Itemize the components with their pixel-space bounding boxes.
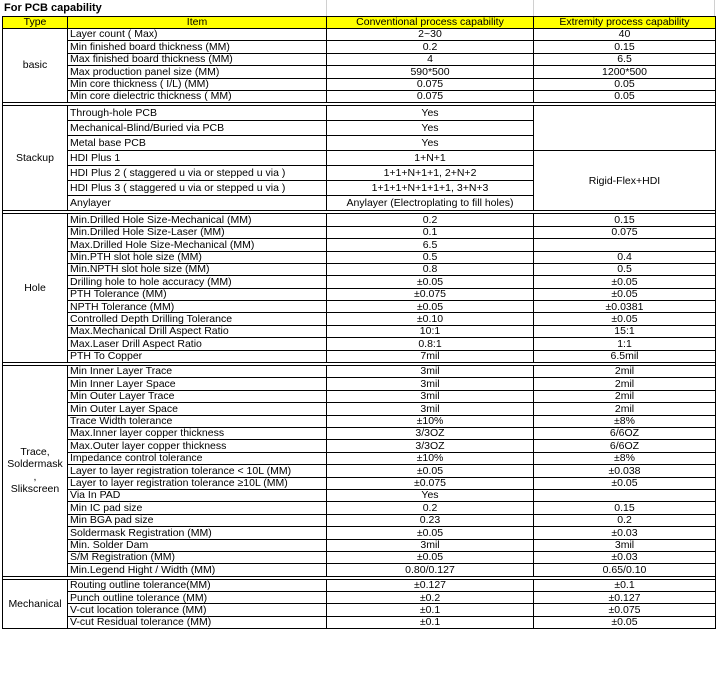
- conventional-cell[interactable]: ±0.1: [327, 616, 534, 628]
- conventional-cell[interactable]: 0.2: [327, 502, 534, 514]
- conventional-cell[interactable]: 1+1+1+N+1+1+1, 3+N+3: [327, 181, 534, 196]
- extremity-cell[interactable]: ±0.05: [534, 616, 716, 628]
- table-row: [3, 313, 716, 325]
- type-label-line: Trace,: [20, 445, 50, 458]
- extremity-cell[interactable]: 0.4: [534, 251, 716, 263]
- extremity-cell[interactable]: 1200*500: [534, 66, 716, 78]
- item-cell[interactable]: Layer count ( Max): [68, 29, 327, 41]
- table-row: [3, 403, 716, 415]
- header-conventional[interactable]: Conventional process capability: [327, 17, 534, 29]
- item-cell[interactable]: Metal base PCB: [68, 136, 327, 151]
- item-cell[interactable]: Min.Drilled Hole Size-Mechanical (MM): [68, 214, 327, 226]
- table-row: [3, 214, 716, 226]
- conventional-cell[interactable]: 0.1: [327, 226, 534, 238]
- type-label-line: Slikscreen: [10, 483, 60, 496]
- item-cell[interactable]: Max.Mechanical Drill Aspect Ratio: [68, 325, 327, 337]
- type-cell-mechanical[interactable]: Mechanical: [3, 579, 68, 629]
- conventional-cell[interactable]: 2~30: [327, 29, 534, 41]
- table-row: [3, 527, 716, 539]
- conventional-cell[interactable]: 0.8:1: [327, 338, 534, 350]
- conventional-cell[interactable]: ±0.05: [327, 301, 534, 313]
- conventional-cell[interactable]: Yes: [327, 106, 534, 121]
- item-cell[interactable]: Soldermask Registration (MM): [68, 527, 327, 539]
- table-row: [3, 477, 716, 489]
- conventional-cell[interactable]: ±0.075: [327, 288, 534, 300]
- table-row: [3, 78, 716, 90]
- item-cell[interactable]: NPTH Tolerance (MM): [68, 301, 327, 313]
- conventional-cell[interactable]: 0.2: [327, 214, 534, 226]
- conventional-cell[interactable]: 0.2: [327, 41, 534, 53]
- conventional-cell[interactable]: 4: [327, 53, 534, 65]
- item-cell[interactable]: Max production panel size (MM): [68, 66, 327, 78]
- item-cell[interactable]: S/M Registration (MM): [68, 551, 327, 563]
- header-row: [3, 17, 716, 29]
- item-cell[interactable]: HDI Plus 1: [68, 151, 327, 166]
- conventional-cell[interactable]: 3mil: [327, 403, 534, 415]
- extremity-cell[interactable]: 0.05: [534, 78, 716, 90]
- item-cell[interactable]: Through-hole PCB: [68, 106, 327, 121]
- table-row: [3, 29, 716, 41]
- item-cell[interactable]: Min.PTH slot hole size (MM): [68, 251, 327, 263]
- item-cell[interactable]: Drilling hole to hole accuracy (MM): [68, 276, 327, 288]
- conventional-cell[interactable]: 3mil: [327, 390, 534, 402]
- type-label-line: ,: [33, 470, 37, 483]
- table-row: [3, 90, 716, 102]
- extremity-cell[interactable]: 0.15: [534, 41, 716, 53]
- item-cell[interactable]: Min.Drilled Hole Size-Laser (MM): [68, 226, 327, 238]
- table-row: [3, 106, 716, 121]
- extremity-cell[interactable]: 0.15: [534, 214, 716, 226]
- conventional-cell[interactable]: 7mil: [327, 350, 534, 362]
- extremity-cell[interactable]: 3mil: [534, 539, 716, 551]
- table-row: [3, 551, 716, 563]
- item-cell[interactable]: Routing outline tolerance(MM): [68, 579, 327, 591]
- conventional-cell[interactable]: 3mil: [327, 366, 534, 378]
- conventional-cell[interactable]: 0.5: [327, 251, 534, 263]
- item-cell[interactable]: Trace Width tolerance: [68, 415, 327, 427]
- conventional-cell[interactable]: 10:1: [327, 325, 534, 337]
- extremity-cell[interactable]: ±0.038: [534, 465, 716, 477]
- item-cell[interactable]: Min Inner Layer Space: [68, 378, 327, 390]
- table-row: [3, 338, 716, 350]
- conventional-cell[interactable]: ±10%: [327, 415, 534, 427]
- header-extremity[interactable]: Extremity process capability: [534, 17, 716, 29]
- extremity-cell[interactable]: ±8%: [534, 415, 716, 427]
- table-row: [3, 263, 716, 275]
- table-row: [3, 465, 716, 477]
- conventional-cell[interactable]: 3/3OZ: [327, 427, 534, 439]
- item-cell[interactable]: Controlled Depth Drilling Tolerance: [68, 313, 327, 325]
- table-row: [3, 502, 716, 514]
- extremity-cell[interactable]: 0.5: [534, 263, 716, 275]
- conventional-cell[interactable]: 0.23: [327, 514, 534, 526]
- extremity-cell[interactable]: 2mil: [534, 366, 716, 378]
- table-row: [3, 288, 716, 300]
- extremity-cell[interactable]: ±8%: [534, 452, 716, 464]
- extremity-cell[interactable]: ±0.1: [534, 579, 716, 591]
- table-row: [3, 366, 716, 378]
- conventional-cell[interactable]: ±0.10: [327, 313, 534, 325]
- extremity-cell[interactable]: [534, 489, 716, 501]
- item-cell[interactable]: Mechanical-Blind/Buried via PCB: [68, 121, 327, 136]
- type-cell-stackup[interactable]: Stackup: [3, 106, 68, 211]
- conventional-cell[interactable]: 3mil: [327, 378, 534, 390]
- extremity-cell[interactable]: ±0.05: [534, 276, 716, 288]
- conventional-cell[interactable]: ±0.05: [327, 551, 534, 563]
- type-cell-hole[interactable]: Hole: [3, 214, 68, 363]
- conventional-cell[interactable]: ±0.075: [327, 477, 534, 489]
- extremity-cell[interactable]: 0.2: [534, 514, 716, 526]
- table-row: [3, 66, 716, 78]
- conventional-cell[interactable]: 0.075: [327, 78, 534, 90]
- table-row: [3, 325, 716, 337]
- extremity-cell[interactable]: 40: [534, 29, 716, 41]
- conventional-cell[interactable]: Yes: [327, 489, 534, 501]
- table-row: [3, 251, 716, 263]
- item-cell[interactable]: Min IC pad size: [68, 502, 327, 514]
- extremity-cell[interactable]: [534, 239, 716, 251]
- conventional-cell[interactable]: Anylayer (Electroplating to fill holes): [327, 196, 534, 211]
- table-row: [3, 489, 716, 501]
- type-label-line: Soldermask: [7, 458, 63, 471]
- gridline: [326, 0, 327, 16]
- item-cell[interactable]: Min BGA pad size: [68, 514, 327, 526]
- extremity-cell[interactable]: 2mil: [534, 390, 716, 402]
- table-row: [3, 604, 716, 616]
- conventional-cell[interactable]: Yes: [327, 136, 534, 151]
- table-row: [3, 390, 716, 402]
- extremity-cell[interactable]: 15:1: [534, 325, 716, 337]
- gridline: [533, 0, 534, 16]
- item-cell[interactable]: Min.Legend Hight / Width (MM): [68, 564, 327, 576]
- table-row: [3, 276, 716, 288]
- table-row: [3, 427, 716, 439]
- item-cell[interactable]: HDI Plus 2 ( staggered u via or stepped u via ): [68, 166, 327, 181]
- table-row: [3, 151, 716, 166]
- item-cell[interactable]: Min Outer Layer Space: [68, 403, 327, 415]
- extremity-cell[interactable]: ±0.0381: [534, 301, 716, 313]
- table-row: [3, 415, 716, 427]
- item-cell[interactable]: Min finished board thickness (MM): [68, 41, 327, 53]
- item-cell[interactable]: Max.Outer layer copper thickness: [68, 440, 327, 452]
- item-cell[interactable]: Max finished board thickness (MM): [68, 53, 327, 65]
- conventional-cell[interactable]: 0.8: [327, 263, 534, 275]
- conventional-cell[interactable]: 6.5: [327, 239, 534, 251]
- table-row: [3, 226, 716, 238]
- table-row: [3, 616, 716, 628]
- table-row: [3, 592, 716, 604]
- table-row: [3, 239, 716, 251]
- item-cell[interactable]: V-cut location tolerance (MM): [68, 604, 327, 616]
- extremity-cell[interactable]: ±0.05: [534, 288, 716, 300]
- item-cell[interactable]: Impedance control tolerance: [68, 452, 327, 464]
- conventional-cell[interactable]: ±10%: [327, 452, 534, 464]
- table-row: [3, 539, 716, 551]
- extremity-cell[interactable]: 0.15: [534, 502, 716, 514]
- table-row: [3, 452, 716, 464]
- item-cell[interactable]: Layer to layer registration tolerance ≥10L (MM): [68, 477, 327, 489]
- table-row: [3, 440, 716, 452]
- capability-table: [2, 16, 716, 629]
- conventional-cell[interactable]: 0.075: [327, 90, 534, 102]
- table-row: [3, 350, 716, 362]
- table-row: [3, 564, 716, 576]
- item-cell[interactable]: HDI Plus 3 ( staggered u via or stepped u via ): [68, 181, 327, 196]
- extremity-cell[interactable]: 0.65/0.10: [534, 564, 716, 576]
- extremity-cell[interactable]: ±0.03: [534, 551, 716, 563]
- item-cell[interactable]: Min. Solder Dam: [68, 539, 327, 551]
- conventional-cell[interactable]: ±0.1: [327, 604, 534, 616]
- extremity-cell[interactable]: 0.05: [534, 90, 716, 102]
- extremity-cell[interactable]: 6/6OZ: [534, 440, 716, 452]
- conventional-cell[interactable]: 3/3OZ: [327, 440, 534, 452]
- gridline: [714, 0, 715, 16]
- item-cell[interactable]: Min core thickness ( I/L) (MM): [68, 78, 327, 90]
- item-cell[interactable]: Min.NPTH slot hole size (MM): [68, 263, 327, 275]
- item-cell[interactable]: PTH To Copper: [68, 350, 327, 362]
- extremity-cell-merged[interactable]: Rigid-Flex+HDI: [534, 151, 716, 211]
- item-cell[interactable]: Min core dielectric thickness ( MM): [68, 90, 327, 102]
- conventional-cell[interactable]: ±0.05: [327, 276, 534, 288]
- type-cell-basic[interactable]: basic: [3, 29, 68, 103]
- table-row: [3, 378, 716, 390]
- sheet-title: For PCB capability: [4, 2, 102, 14]
- conventional-cell[interactable]: 3mil: [327, 539, 534, 551]
- extremity-cell[interactable]: 2mil: [534, 378, 716, 390]
- extremity-cell[interactable]: 6/6OZ: [534, 427, 716, 439]
- extremity-cell[interactable]: 6.5: [534, 53, 716, 65]
- item-cell[interactable]: Min Outer Layer Trace: [68, 390, 327, 402]
- type-cell-trace[interactable]: [3, 366, 68, 577]
- extremity-cell[interactable]: ±0.05: [534, 477, 716, 489]
- conventional-cell[interactable]: Yes: [327, 121, 534, 136]
- item-cell[interactable]: Max.Inner layer copper thickness: [68, 427, 327, 439]
- extremity-cell[interactable]: ±0.075: [534, 604, 716, 616]
- conventional-cell[interactable]: ±0.05: [327, 527, 534, 539]
- table-row: [3, 579, 716, 591]
- extremity-cell[interactable]: 1:1: [534, 338, 716, 350]
- conventional-cell[interactable]: 0.80/0.127: [327, 564, 534, 576]
- table-row: [3, 514, 716, 526]
- extremity-cell[interactable]: ±0.03: [534, 527, 716, 539]
- item-cell[interactable]: Min Inner Layer Trace: [68, 366, 327, 378]
- conventional-cell[interactable]: 1+N+1: [327, 151, 534, 166]
- conventional-cell[interactable]: ±0.05: [327, 465, 534, 477]
- extremity-cell[interactable]: 6.5mil: [534, 350, 716, 362]
- extremity-cell[interactable]: [534, 106, 716, 151]
- table-row: [3, 53, 716, 65]
- conventional-cell[interactable]: ±0.2: [327, 592, 534, 604]
- item-cell[interactable]: V-cut Residual tolerance (MM): [68, 616, 327, 628]
- item-cell[interactable]: Punch outline tolerance (MM): [68, 592, 327, 604]
- conventional-cell[interactable]: 1+1+N+1+1, 2+N+2: [327, 166, 534, 181]
- item-cell[interactable]: Via In PAD: [68, 489, 327, 501]
- item-cell[interactable]: Anylayer: [68, 196, 327, 211]
- item-cell[interactable]: PTH Tolerance (MM): [68, 288, 327, 300]
- conventional-cell[interactable]: 590*500: [327, 66, 534, 78]
- extremity-cell[interactable]: 2mil: [534, 403, 716, 415]
- table-row: [3, 41, 716, 53]
- item-cell[interactable]: Layer to layer registration tolerance < 10L (MM): [68, 465, 327, 477]
- extremity-cell[interactable]: 0.075: [534, 226, 716, 238]
- item-cell[interactable]: Max.Drilled Hole Size-Mechanical (MM): [68, 239, 327, 251]
- extremity-cell[interactable]: ±0.05: [534, 313, 716, 325]
- table-row: [3, 301, 716, 313]
- extremity-cell[interactable]: ±0.127: [534, 592, 716, 604]
- item-cell[interactable]: Max.Laser Drill Aspect Ratio: [68, 338, 327, 350]
- header-item[interactable]: Item: [68, 17, 327, 29]
- header-type[interactable]: Type: [3, 17, 68, 29]
- conventional-cell[interactable]: ±0.127: [327, 579, 534, 591]
